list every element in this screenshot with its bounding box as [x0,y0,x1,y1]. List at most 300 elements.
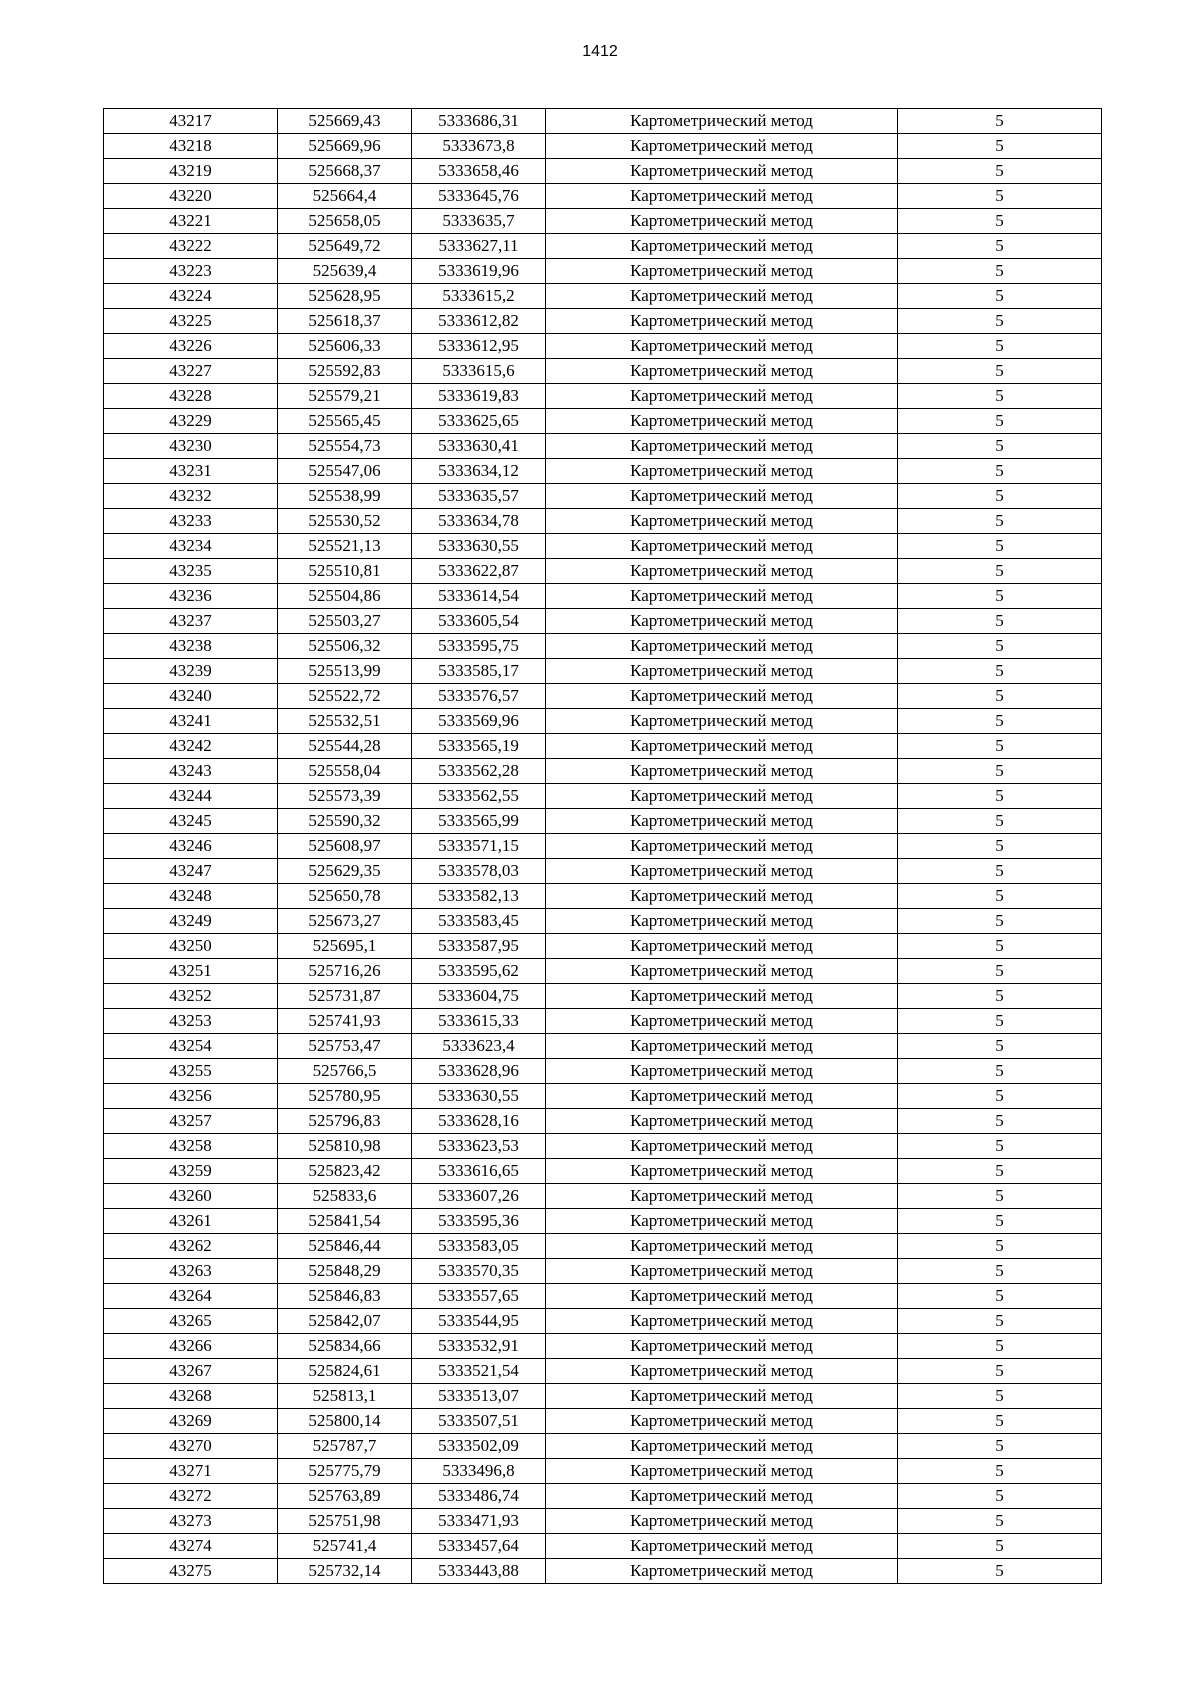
table-row [104,509,1102,534]
table-row [104,1559,1102,1584]
y-coordinate-cell: 5333471,93 [412,1509,546,1534]
method-cell: Картометрический метод [546,1284,898,1309]
point-number-cell: 43263 [104,1259,278,1284]
table-row [104,1409,1102,1434]
method-cell: Картометрический метод [546,784,898,809]
accuracy-cell: 5 [898,909,1102,934]
accuracy-cell: 5 [898,1034,1102,1059]
method-cell: Картометрический метод [546,234,898,259]
y-coordinate-cell: 5333658,46 [412,159,546,184]
accuracy-cell: 5 [898,584,1102,609]
y-coordinate-cell: 5333532,91 [412,1334,546,1359]
accuracy-cell: 5 [898,284,1102,309]
table-row [104,584,1102,609]
table-row [104,409,1102,434]
table-row [104,1384,1102,1409]
point-number-cell: 43242 [104,734,278,759]
y-coordinate-cell: 5333612,82 [412,309,546,334]
point-number-cell: 43255 [104,1059,278,1084]
method-cell: Картометрический метод [546,509,898,534]
method-cell: Картометрический метод [546,684,898,709]
point-number-cell: 43227 [104,359,278,384]
accuracy-cell: 5 [898,1059,1102,1084]
table-row [104,959,1102,984]
y-coordinate-cell: 5333615,33 [412,1009,546,1034]
accuracy-cell: 5 [898,1284,1102,1309]
table-row [104,684,1102,709]
table-row [104,1134,1102,1159]
y-coordinate-cell: 5333562,55 [412,784,546,809]
accuracy-cell: 5 [898,1084,1102,1109]
method-cell: Картометрический метод [546,1559,898,1584]
x-coordinate-cell: 525565,45 [278,409,412,434]
x-coordinate-cell: 525538,99 [278,484,412,509]
table-row [104,184,1102,209]
x-coordinate-cell: 525590,32 [278,809,412,834]
accuracy-cell: 5 [898,934,1102,959]
y-coordinate-cell: 5333686,31 [412,109,546,134]
y-coordinate-cell: 5333634,78 [412,509,546,534]
x-coordinate-cell: 525513,99 [278,659,412,684]
accuracy-cell: 5 [898,234,1102,259]
accuracy-cell: 5 [898,1359,1102,1384]
method-cell: Картометрический метод [546,1234,898,1259]
y-coordinate-cell: 5333507,51 [412,1409,546,1434]
point-number-cell: 43266 [104,1334,278,1359]
table-row [104,534,1102,559]
accuracy-cell: 5 [898,359,1102,384]
table-row [104,284,1102,309]
x-coordinate-cell: 525558,04 [278,759,412,784]
x-coordinate-cell: 525669,43 [278,109,412,134]
table-row [104,334,1102,359]
method-cell: Картометрический метод [546,1309,898,1334]
y-coordinate-cell: 5333630,55 [412,534,546,559]
method-cell: Картометрический метод [546,1509,898,1534]
method-cell: Картометрический метод [546,659,898,684]
y-coordinate-cell: 5333628,16 [412,1109,546,1134]
method-cell: Картометрический метод [546,1034,898,1059]
accuracy-cell: 5 [898,684,1102,709]
y-coordinate-cell: 5333619,83 [412,384,546,409]
x-coordinate-cell: 525848,29 [278,1259,412,1284]
y-coordinate-cell: 5333587,95 [412,934,546,959]
point-number-cell: 43272 [104,1484,278,1509]
accuracy-cell: 5 [898,484,1102,509]
point-number-cell: 43244 [104,784,278,809]
x-coordinate-cell: 525787,7 [278,1434,412,1459]
accuracy-cell: 5 [898,534,1102,559]
point-number-cell: 43254 [104,1034,278,1059]
accuracy-cell: 5 [898,334,1102,359]
x-coordinate-cell: 525532,51 [278,709,412,734]
point-number-cell: 43260 [104,1184,278,1209]
accuracy-cell: 5 [898,1509,1102,1534]
table-row [104,1209,1102,1234]
x-coordinate-cell: 525823,42 [278,1159,412,1184]
table-row [104,784,1102,809]
point-number-cell: 43245 [104,809,278,834]
y-coordinate-cell: 5333630,41 [412,434,546,459]
table-row [104,634,1102,659]
accuracy-cell: 5 [898,209,1102,234]
point-number-cell: 43240 [104,684,278,709]
method-cell: Картометрический метод [546,1534,898,1559]
x-coordinate-cell: 525796,83 [278,1109,412,1134]
x-coordinate-cell: 525608,97 [278,834,412,859]
accuracy-cell: 5 [898,1209,1102,1234]
accuracy-cell: 5 [898,259,1102,284]
x-coordinate-cell: 525810,98 [278,1134,412,1159]
method-cell: Картометрический метод [546,1334,898,1359]
method-cell: Картометрический метод [546,959,898,984]
x-coordinate-cell: 525669,96 [278,134,412,159]
accuracy-cell: 5 [898,809,1102,834]
method-cell: Картометрический метод [546,259,898,284]
y-coordinate-cell: 5333570,35 [412,1259,546,1284]
accuracy-cell: 5 [898,1309,1102,1334]
method-cell: Картометрический метод [546,709,898,734]
point-number-cell: 43239 [104,659,278,684]
accuracy-cell: 5 [898,784,1102,809]
x-coordinate-cell: 525813,1 [278,1384,412,1409]
y-coordinate-cell: 5333673,8 [412,134,546,159]
x-coordinate-cell: 525741,93 [278,1009,412,1034]
y-coordinate-cell: 5333513,07 [412,1384,546,1409]
coordinates-table [103,108,1102,1584]
point-number-cell: 43226 [104,334,278,359]
accuracy-cell: 5 [898,184,1102,209]
x-coordinate-cell: 525573,39 [278,784,412,809]
point-number-cell: 43253 [104,1009,278,1034]
point-number-cell: 43251 [104,959,278,984]
accuracy-cell: 5 [898,384,1102,409]
table-row [104,384,1102,409]
x-coordinate-cell: 525732,14 [278,1559,412,1584]
method-cell: Картометрический метод [546,859,898,884]
table-row [104,934,1102,959]
point-number-cell: 43267 [104,1359,278,1384]
method-cell: Картометрический метод [546,159,898,184]
y-coordinate-cell: 5333614,54 [412,584,546,609]
accuracy-cell: 5 [898,1459,1102,1484]
accuracy-cell: 5 [898,1234,1102,1259]
method-cell: Картометрический метод [546,409,898,434]
table-row [104,884,1102,909]
accuracy-cell: 5 [898,759,1102,784]
y-coordinate-cell: 5333634,12 [412,459,546,484]
point-number-cell: 43243 [104,759,278,784]
accuracy-cell: 5 [898,1259,1102,1284]
method-cell: Картометрический метод [546,609,898,634]
y-coordinate-cell: 5333622,87 [412,559,546,584]
table-row [104,359,1102,384]
method-cell: Картометрический метод [546,1159,898,1184]
accuracy-cell: 5 [898,834,1102,859]
method-cell: Картометрический метод [546,184,898,209]
accuracy-cell: 5 [898,709,1102,734]
y-coordinate-cell: 5333619,96 [412,259,546,284]
table-row [104,1434,1102,1459]
y-coordinate-cell: 5333623,4 [412,1034,546,1059]
method-cell: Картометрический метод [546,1384,898,1409]
point-number-cell: 43236 [104,584,278,609]
point-number-cell: 43220 [104,184,278,209]
y-coordinate-cell: 5333582,13 [412,884,546,909]
point-number-cell: 43274 [104,1534,278,1559]
table-row [104,434,1102,459]
page-number: 1412 [582,43,618,60]
accuracy-cell: 5 [898,1484,1102,1509]
table-row [104,459,1102,484]
x-coordinate-cell: 525639,4 [278,259,412,284]
y-coordinate-cell: 5333496,8 [412,1459,546,1484]
accuracy-cell: 5 [898,109,1102,134]
x-coordinate-cell: 525751,98 [278,1509,412,1534]
point-number-cell: 43231 [104,459,278,484]
method-cell: Картометрический метод [546,109,898,134]
point-number-cell: 43259 [104,1159,278,1184]
x-coordinate-cell: 525753,47 [278,1034,412,1059]
method-cell: Картометрический метод [546,559,898,584]
y-coordinate-cell: 5333625,65 [412,409,546,434]
x-coordinate-cell: 525618,37 [278,309,412,334]
table-row [104,834,1102,859]
point-number-cell: 43221 [104,209,278,234]
x-coordinate-cell: 525842,07 [278,1309,412,1334]
point-number-cell: 43258 [104,1134,278,1159]
point-number-cell: 43249 [104,909,278,934]
method-cell: Картометрический метод [546,1009,898,1034]
method-cell: Картометрический метод [546,1359,898,1384]
table-row [104,309,1102,334]
x-coordinate-cell: 525695,1 [278,934,412,959]
method-cell: Картометрический метод [546,1084,898,1109]
method-cell: Картометрический метод [546,1109,898,1134]
y-coordinate-cell: 5333607,26 [412,1184,546,1209]
table-row [104,659,1102,684]
x-coordinate-cell: 525530,52 [278,509,412,534]
method-cell: Картометрический метод [546,1184,898,1209]
y-coordinate-cell: 5333521,54 [412,1359,546,1384]
method-cell: Картометрический метод [546,134,898,159]
table-row [104,209,1102,234]
method-cell: Картометрический метод [546,459,898,484]
x-coordinate-cell: 525547,06 [278,459,412,484]
accuracy-cell: 5 [898,1009,1102,1034]
y-coordinate-cell: 5333615,2 [412,284,546,309]
x-coordinate-cell: 525629,35 [278,859,412,884]
point-number-cell: 43261 [104,1209,278,1234]
y-coordinate-cell: 5333604,75 [412,984,546,1009]
x-coordinate-cell: 525510,81 [278,559,412,584]
point-number-cell: 43257 [104,1109,278,1134]
method-cell: Картометрический метод [546,884,898,909]
method-cell: Картометрический метод [546,1134,898,1159]
method-cell: Картометрический метод [546,284,898,309]
table-row [104,709,1102,734]
accuracy-cell: 5 [898,434,1102,459]
table-row [104,484,1102,509]
point-number-cell: 43241 [104,709,278,734]
table-row [104,909,1102,934]
x-coordinate-cell: 525780,95 [278,1084,412,1109]
table-row [104,609,1102,634]
x-coordinate-cell: 525841,54 [278,1209,412,1234]
method-cell: Картометрический метод [546,634,898,659]
accuracy-cell: 5 [898,884,1102,909]
accuracy-cell: 5 [898,859,1102,884]
y-coordinate-cell: 5333635,57 [412,484,546,509]
x-coordinate-cell: 525846,83 [278,1284,412,1309]
table-row [104,109,1102,134]
x-coordinate-cell: 525503,27 [278,609,412,634]
table-row [104,859,1102,884]
accuracy-cell: 5 [898,609,1102,634]
method-cell: Картометрический метод [546,334,898,359]
x-coordinate-cell: 525592,83 [278,359,412,384]
x-coordinate-cell: 525554,73 [278,434,412,459]
accuracy-cell: 5 [898,1384,1102,1409]
method-cell: Картометрический метод [546,309,898,334]
method-cell: Картометрический метод [546,934,898,959]
table-row [104,1484,1102,1509]
x-coordinate-cell: 525834,66 [278,1334,412,1359]
point-number-cell: 43256 [104,1084,278,1109]
y-coordinate-cell: 5333583,05 [412,1234,546,1259]
accuracy-cell: 5 [898,459,1102,484]
point-number-cell: 43217 [104,109,278,134]
y-coordinate-cell: 5333605,54 [412,609,546,634]
table-row [104,1259,1102,1284]
accuracy-cell: 5 [898,509,1102,534]
point-number-cell: 43225 [104,309,278,334]
method-cell: Картометрический метод [546,1059,898,1084]
y-coordinate-cell: 5333630,55 [412,1084,546,1109]
y-coordinate-cell: 5333635,7 [412,209,546,234]
x-coordinate-cell: 525664,4 [278,184,412,209]
x-coordinate-cell: 525846,44 [278,1234,412,1259]
method-cell: Картометрический метод [546,209,898,234]
point-number-cell: 43228 [104,384,278,409]
table-row [104,1084,1102,1109]
coordinates-table-body [104,109,1102,1584]
y-coordinate-cell: 5333645,76 [412,184,546,209]
x-coordinate-cell: 525649,72 [278,234,412,259]
accuracy-cell: 5 [898,309,1102,334]
x-coordinate-cell: 525833,6 [278,1184,412,1209]
point-number-cell: 43232 [104,484,278,509]
accuracy-cell: 5 [898,409,1102,434]
x-coordinate-cell: 525506,32 [278,634,412,659]
x-coordinate-cell: 525716,26 [278,959,412,984]
y-coordinate-cell: 5333578,03 [412,859,546,884]
x-coordinate-cell: 525668,37 [278,159,412,184]
y-coordinate-cell: 5333571,15 [412,834,546,859]
method-cell: Картометрический метод [546,359,898,384]
accuracy-cell: 5 [898,734,1102,759]
accuracy-cell: 5 [898,984,1102,1009]
table-row [104,809,1102,834]
table-row [104,559,1102,584]
method-cell: Картометрический метод [546,759,898,784]
accuracy-cell: 5 [898,1134,1102,1159]
method-cell: Картометрический метод [546,1259,898,1284]
table-row [104,1184,1102,1209]
accuracy-cell: 5 [898,659,1102,684]
y-coordinate-cell: 5333576,57 [412,684,546,709]
point-number-cell: 43269 [104,1409,278,1434]
y-coordinate-cell: 5333595,36 [412,1209,546,1234]
point-number-cell: 43237 [104,609,278,634]
point-number-cell: 43247 [104,859,278,884]
method-cell: Картометрический метод [546,734,898,759]
x-coordinate-cell: 525763,89 [278,1484,412,1509]
x-coordinate-cell: 525673,27 [278,909,412,934]
y-coordinate-cell: 5333585,17 [412,659,546,684]
point-number-cell: 43270 [104,1434,278,1459]
accuracy-cell: 5 [898,1534,1102,1559]
point-number-cell: 43273 [104,1509,278,1534]
point-number-cell: 43218 [104,134,278,159]
point-number-cell: 43275 [104,1559,278,1584]
table-row [104,1059,1102,1084]
table-row [104,1309,1102,1334]
method-cell: Картометрический метод [546,484,898,509]
point-number-cell: 43219 [104,159,278,184]
accuracy-cell: 5 [898,1434,1102,1459]
table-row [104,259,1102,284]
accuracy-cell: 5 [898,959,1102,984]
method-cell: Картометрический метод [546,909,898,934]
accuracy-cell: 5 [898,134,1102,159]
point-number-cell: 43222 [104,234,278,259]
x-coordinate-cell: 525606,33 [278,334,412,359]
point-number-cell: 43246 [104,834,278,859]
accuracy-cell: 5 [898,1334,1102,1359]
method-cell: Картометрический метод [546,384,898,409]
point-number-cell: 43229 [104,409,278,434]
accuracy-cell: 5 [898,1159,1102,1184]
y-coordinate-cell: 5333565,19 [412,734,546,759]
x-coordinate-cell: 525522,72 [278,684,412,709]
accuracy-cell: 5 [898,559,1102,584]
point-number-cell: 43250 [104,934,278,959]
method-cell: Картометрический метод [546,534,898,559]
x-coordinate-cell: 525775,79 [278,1459,412,1484]
point-number-cell: 43268 [104,1384,278,1409]
method-cell: Картометрический метод [546,1459,898,1484]
table-row [104,1009,1102,1034]
y-coordinate-cell: 5333565,99 [412,809,546,834]
table-row [104,984,1102,1009]
table-row [104,1509,1102,1534]
point-number-cell: 43238 [104,634,278,659]
y-coordinate-cell: 5333557,65 [412,1284,546,1309]
accuracy-cell: 5 [898,1559,1102,1584]
accuracy-cell: 5 [898,1109,1102,1134]
accuracy-cell: 5 [898,159,1102,184]
accuracy-cell: 5 [898,1409,1102,1434]
point-number-cell: 43230 [104,434,278,459]
y-coordinate-cell: 5333612,95 [412,334,546,359]
y-coordinate-cell: 5333623,53 [412,1134,546,1159]
point-number-cell: 43224 [104,284,278,309]
table-row [104,1034,1102,1059]
table-row [104,1334,1102,1359]
y-coordinate-cell: 5333595,62 [412,959,546,984]
method-cell: Картометрический метод [546,434,898,459]
